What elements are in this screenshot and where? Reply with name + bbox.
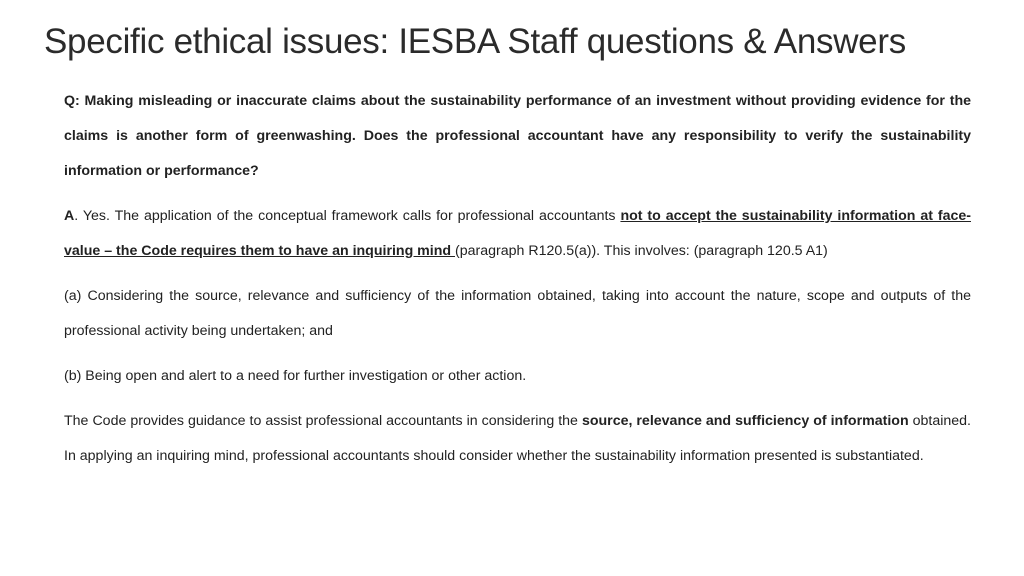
slide-content [64, 84, 971, 484]
answer-paragraph [64, 199, 971, 269]
guidance-intro: The Code provides guidance to assist professional accountants in considering the [64, 413, 582, 429]
guidance-bold: source, relevance and sufficiency of information [581, 413, 909, 429]
answer-intro: . Yes. The application of the conceptual framework calls for professional accountants [74, 208, 621, 224]
item-b-text: (b) Being open and alert to a need for further investigation or other action. [64, 368, 527, 384]
answer-tail: (paragraph R120.5(a)). This involves: (paragraph 120.5 A1) [455, 243, 828, 259]
guidance-tail: obtained. In applying an inquiring mind, professional accountants should consider whether the sustainability information presented is substantiated. [64, 413, 971, 464]
answer-emphasis: not to accept the sustainability information at face-value – the Code requires them to have an inquiring mind [64, 208, 971, 259]
slide-title: Specific ethical issues: IESBA Staff questions & Answers [44, 22, 906, 61]
answer-label: A [64, 208, 75, 224]
item-b-paragraph [64, 359, 971, 394]
question-paragraph [64, 84, 971, 189]
question-text: Q: Making misleading or inaccurate claims about the sustainability performance of an investment without providing evidence for the claims is another form of greenwashing. Does the professional accountant have any responsibility to verify the sustainability information or performance? [64, 93, 971, 179]
guidance-paragraph [64, 404, 971, 474]
item-a-paragraph [64, 279, 971, 349]
item-a-text: (a) Considering the source, relevance and sufficiency of the information obtained, taking into account the nature, scope and outputs of the professional activity being undertaken; and [64, 288, 971, 339]
